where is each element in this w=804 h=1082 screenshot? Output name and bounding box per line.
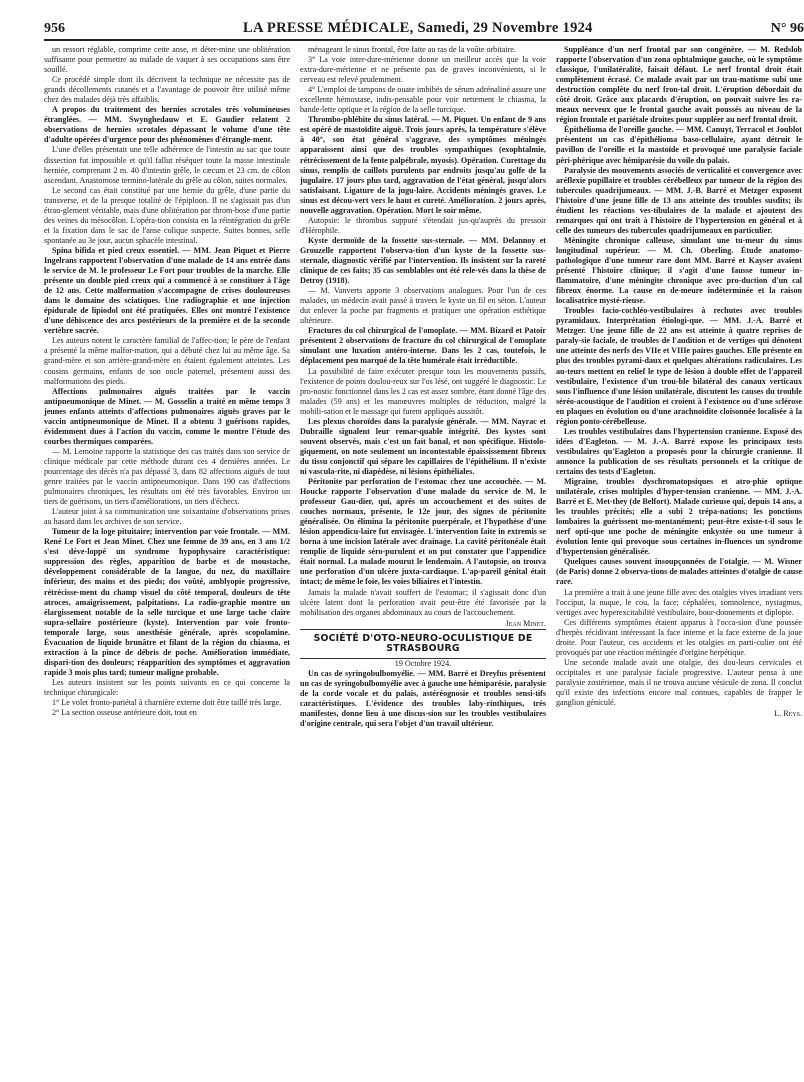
paragraph: Le second cas était constitué par une hernie du grêle, d'une partie du transverse, et de la presque totalité de l'épiploon. Il ne s'agissait pas d'un étran-glement véritable, mais d'une oblitération par throm-bose d'une partie des veines du mésocôlon. L'opéra-tion consista en la réintégration du grêle et la fixation dans le sac de l'anse colique suspecte. Suites bonnes, selle spontanée au 3e jour, aucun sphacèle intestinal. — [44, 185, 290, 245]
section-title: SOCIÉTÉ D'OTO-NEURO-OCULISTIQUE DE STRASBOURG — [300, 629, 546, 659]
article-heading-paragraph: Péritonite par perforation de l'estomac chez une accouchée. — M. Houcke rapporte l'observation d'une malade du service de M. le professeur Gau-dier, qui, après un accouchement et des suites de couches normaux, présente, le 12e jour, des signes de péritonite généralisée. On élimina la péritonite puerpérale, et l'hypothèse d'une lésion appendicu-laire fut envisagée. L'intervention faite in extremis se borna à une incision latérale avec drainage. La cavité péritonéale était remplie de liquide séro-purulent et on put constater que l'appendice était normal. La malade mourut le lendemain. A l'autopsie, on trouva une perforation d'un ulcère juxta-cardiaque. L'ap-pareil génital était intact; de même le foie, les voies biliaires et l'intestin. — [300, 477, 546, 587]
page-header — [44, 20, 804, 41]
session-date: 19 Octobre 1924. — [394, 658, 452, 668]
paragraph: — M. Vanverts apporte 3 observations analogues. Pour l'un de ces malades, un médecin avait passé à travers le kyste un fil en séton. L'auteur dut enlever la poche par fragments et pratiquer une opération esthétique ultérieure. — [300, 286, 546, 326]
article-heading-paragraph: Spina bifida et pied creux essentiel. — MM. Jean Piquet et Pierre Ingelrans rapportent l'observation d'une malade de 14 ans entrée dans le service de M. le professeur Le Fort pour troubles de la marche. Elle présente un double pied creux qui a commencé à se constituer à l'âge de 12 ans. Cette malformation s'accompagne de crises douloureuses dans le domaine des sciatiques. Une radiographie et une injection épidurale de lipiodol ont été pratiquées. Elles ont montré l'existence d'une déhiscence des arcs postérieurs de la première et de la seconde vertèbre sacrée. — [44, 245, 290, 336]
article-heading-paragraph: Migraine, troubles dyschromatopsiques et atro-phie optique unilatérale, crises multiples d'hyper-tension cranienne. — MM. J.-A. Barré et E. Met-they (de Belfort). Malade curieuse qui, depuis 14 ans, a les troubles précités; elle a subi 2 trépa-nations; les ponctions lombaires la guérissent mo-mentanément; peut-être existe-t-il sous le nerf opti-que une poche de méningite enkystée ou une tumeur à évolution lente qui provoque sous certaines in-fluences un syndrome d'hypertension généralisée. — [556, 477, 802, 557]
journal-title: LA PRESSE MÉDICALE, Samedi, 29 Novembre 1924 — [243, 20, 593, 36]
article-heading-paragraph: Méningite chronique calleuse, simulant une tu-meur du sinus longitudinal supérieur. — M. Ch. Oberling. Étude anatomo-pathologique d'une tumeur rare dont MM. Barré et Kayser avaient présenté l'histoire clinique; il s'agit d'une fausse tumeur in-flammatoire, d'une méningite chronique avec pro-duction d'un cal fibreux énorme. La cause en de-meure indéterminée et la raison localisatrice mysté-rieuse. — [556, 235, 802, 306]
article-heading-paragraph: Paralysie des mouvements associés de verticalité et convergence avec aréflexie pupillaire et troubles cérébelleux par tumeur de la région des tubercules quadrijumeaux. — MM. J.-B. Barré et Metzger exposent l'histoire d'une jeune fille de 13 ans atteinte des troubles susdits; ils étudient les réactions ves-tibulaires de la malade et ajoutent des remarques qui ont trait à l'histoire de l'hypertension en général et à celle des tumeurs des tubercules quadrijumeaux en particulier. — [556, 165, 802, 235]
article-heading-paragraph: Les troubles vestibulaires dans l'hypertension cranienne. Exposé des idées d'Eagleton. — M. J.-A. Barré expose les principaux tests vestibulaires qu'Eagleton a proposés pour la chirurgie cranienne. Il annonce la publication de ses résultats personnels et la critique de certains des tests d'Eagleton. — [556, 426, 802, 476]
paragraph: Les auteurs notent le caractère familial de l'affec-tion; le père de l'enfant a présenté la même malfor-mation, qui a débuté chez lui au même âge. Sa grand-mère et son arrière-grand-mère en étaient également atteintes. Les cousins germains, enfants de son oncle paternel, présentent aussi des malformations des pieds. — [44, 336, 290, 386]
article-heading-paragraph: Épithélioma de l'oreille gauche. — MM. Canuyt, Terracol et Joublot présentent un cas d'épithélioma baso-cellulaire, ayant détruit le pavillon de l'oreille et la mastoïde et provoqué une paralysie faciale péri-phérique avec hémiparésie du voile du palais. — [556, 125, 802, 165]
article-heading-paragraph: Affections pulmonaires aiguës traitées par le vaccin antipneumonique de Minet. — M. Gosselin a traité en même temps 3 jeunes enfants atteints d'affections pulmonaires aiguës graves par le vaccin antipneumonique de Minet. Il a obtenu 3 guérisons rapides, évidemment dues à l'action du vaccin, comme le montre l'étude des courbes thermiques comparées. — [44, 386, 290, 446]
paragraph: Ces différents symptômes étaient apparus à l'occa-sion d'une poussée d'herpès récidivant intéressant la face interne et la face externe de la joue droite. Pour l'auteur, ces accidents et les otalgies en parti-culier ont été provoqués par une réaction méningée d'origine herpétique. — [556, 617, 802, 657]
article-heading-paragraph: Tumeur de la loge pituitaire; intervention par voie frontale. — MM. René Le Fort et Jean Minet. Chez une femme de 39 ans, en 3 ans 1/2 s'est déve-loppé un syndrome hypophysaire caractéristique: suppression des règles, apparition de barbe et de moustache, développement considérable de la langue, du nez, du maxillaire inférieur, des mains et des pieds; dos voûté, amblyopie progressive, rétrécisse-ment du champ visuel du côté temporal, douleurs de tête atroces, amaigrissement, palpitations. La radio-graphie montre un élargissement notable de la selle turcique et une large tache claire supra-sellaire postérieure (kyste). Intervention par voie fronto-temporale large, sous anesthésie générale, après scopolamine. Évacuation de liquide brunâtre et filant de la région du chiasma, et extraction à la pince de débris de poche. Amélioration immédiate, dispari-tion des douleurs; réapparition des symptômes et aggravation rapide 3 mois plus tard; tumeur maligne probable. — [44, 527, 290, 677]
paragraph: Les auteurs insistent sur les points suivants en ce qui concerne la technique chirurgicale: — [44, 677, 290, 697]
paragraph: Une seconde malade avait une otalgie, des dou-leurs cervicales et occipitales et une paralysie faciale progressive. L'auteur pensa à une paralysie zostérienne, mais il ne trouva aucune vésicule de zona. Il conclut qu'il existe des infections encore mal connues, capables de frapper le ganglion géniculé. — [556, 657, 802, 708]
paragraph: La première a trait à une jeune fille avec des otalgies vives irradiant vers l'occiput, la nuque, le cou, la face; céphalées, somnolence, nystagmus, vertiges avec hyperexcitabilité vestibulaire, bour-donnements et diplopie. — [556, 587, 802, 617]
article-heading-paragraph: Un cas de syringobulbomyélie. — MM. Barré et Dreyfus présentent un cas de syringobulbomyélie avec à gauche une hémiparésie, paralysie de la corde vocale et du palais, astéréognosie et troubles sensi-tifs caractéristiques. L'évidence des troubles laby-rinthiques, très manifestes, donne lieu à une discus-sion sur les troubles vestibulaires d'origine centrale, qui sera l'objet d'un travail ultérieur. — [300, 668, 546, 729]
column-left — [44, 45, 290, 1075]
signature: Jean Minet. — [505, 618, 546, 628]
article-heading-paragraph: Thrombo-phlébite du sinus latéral. — M. Piquet. Un enfant de 9 ans est opéré de mastoïdite aiguë. Trois jours après, la température s'élève à 40°, son état général s'aggrave, des symptômes méningés apparaissent ainsi que des troubles sympathiques (exophtalmie, rétrécissement de la fente palpébrale, myosis). Opération. Curettage du sinus, remplis de caillots purulents par endroits jusqu'au golfe de la jugulaire. 17 jours plus tard, aggravation de l'état général, jusqu'alors satisfaisant. Ligature de la jugu-laire. Accidents méningés graves. Le sinus est décou-vert vers le haut et cureté. Amélioration. 2 jours après, nouvelle aggravation. Opération. Mort le soir même. — [300, 115, 546, 215]
column-middle — [300, 45, 546, 1075]
issue-number: N° 96 — [770, 21, 804, 36]
article-heading-paragraph: Quelques causes souvent insoupçonnées de l'otalgie. — M. Wisner (de Paris) donne 2 observa-tions de malades atteintes d'otalgie de cause rare. — [556, 557, 802, 587]
article-heading-paragraph: Troubles facio-cochléo-vestibulaires à rechutes avec troubles pyramidaux. Interprétation étiologi-que. — MM. J.-A. Barré et Metzger. Une jeune fille de 22 ans est atteinte à quatre reprises de paraly-sie faciale, de troubles de l'audition et de vertiges qui dénotent une atteinte des nerfs des VIIe et VIIIe paires gauches. Elle présente en plus des troubles pyrami-daux et quelques altérations radiculaires. Les au-teurs mettent en relief le type de lésion à double effet de l'appareil vestibulaire, l'existence d'un trou-ble bilatéral des canaux verticaux sous l'influence d'une lésion unilatérale, discutent les causes du trouble séréo-acoustique de l'audition et croient à l'existence ou d'une sclérose en plaques en évolution ou d'une arachnoïdite cloisonnée localisée à la région ponto-cérébelleuse. — [556, 306, 802, 426]
article-columns — [44, 45, 804, 1075]
paragraph: — M. Lemoine rapporte la statistique des cas traités dans son service de clinique médicale par cette méthode durant ces 4 dernières années. Le pourcentage des décès n'a pas dépassé 3, dans 82 affections aiguës de tout genre traitées par le vaccin antipneumonique. Dans 190 cas d'affections pulmonaires chroniques, les résultats ont été très favorables. Environ un tiers de guérisons, un tiers d'améliorations, un tiers d'échecs. — [44, 446, 290, 507]
paragraph: Jamais la malade n'avait souffert de l'estomac; il s'agissait donc d'un ulcère latent dont la perforation avait peut-être été favorisée par la mobilisation des organes abdominaux au cours de l'accouchement. — [300, 587, 546, 617]
paragraph: 4° L'emploi de tampons de ouate imbibés de sérum adrénaliné assure une excellente hémostase, indis-pensable pour voir nettement le chiasma, la bande-lette optique et la région de la selle turcique. — [300, 85, 546, 115]
paragraph: 3° La voie inter-dure-mérienne donne un meilleur accès que la voie extra-dure-mérienne et ne présente pas de graves inconvénients, si le cerveau est relevé prudemment. — [300, 55, 546, 85]
paragraph: un ressort réglable, comprime cette anse, et déter-mine une oblitération suffisante pour permettre au malade de vaquer à ses occupations sans être souillé. — [44, 45, 290, 75]
article-heading-paragraph: Les plexus choroïdes dans la paralysie générale. — MM. Nayrac et Dubraille signalent leur remar-quable intégrité. Des kystes sont souvent observés, mais c'est un fait banal, et non spécifique. Histolo-giquement, on note seulement un incontestable épaississement fibreux du tissu conjonctif qui sépare les capillaires de l'épithélium. Il n'existe ni vascula-rite, ni diapédèse, ni lésions épithéliales. — [300, 416, 546, 476]
paragraph: Autopsie: le thrombus suppuré s'étendait jus-qu'auprès du pressoir d'Hérophile. — [300, 215, 546, 235]
article-heading-paragraph: Kyste dermoïde de la fossette sus-sternale. — MM. Delannoy et Grouzelle rapportent l'observa-tion d'un kyste de la fossette sus-sternale, diagnostic vérifié par l'intervention. Ils insistent sur la rareté clinique de ces faits; 35 cas semblables ont été rele-vés dans la thèse de Detroy (1918). — [300, 235, 546, 286]
article-heading-paragraph: Suppléance d'un nerf frontal par son congénère. — M. Redslob rapporte l'observation d'un zona ophtalmique gauche, où le symptôme classique, l'unilatéralité, faisait défaut. Le nerf frontal droit était complètement écrasé. Ce malade avait par un trau-matisme subi une destruction complète du nerf fron-tal droit. L'éruption débordait du côté droit. Grâce aux placards d'éruption, on pouvait suivre les ra-meaux nerveux que le frontal gauche avait poussés au niveau de la région frontale et pariétale droites pour suppléer au nerf frontal droit. — [556, 45, 802, 125]
paragraph: ménageant le sinus frontal, être faite au ras de la voûte orbitaire. — [308, 45, 516, 54]
signature: L. Reys. — [774, 709, 802, 719]
paragraph: 2° La section osseuse antérieure doit, tout en — [52, 708, 197, 718]
article-heading-paragraph: Fractures du col chirurgical de l'omoplate. — MM. Bizard et Patoir présentent 2 observations de fracture du col chirurgical de l'omoplate simulant une luxation antéro-interne. Dans les 2 cas, toutefois, le déplacement peu marqué de la tête humérale était irréductible. — [300, 326, 546, 366]
paragraph: L'une d'elles présentait une telle adhérence de l'intestin au sac que toute dissection fut impossible et qu'il fallut réséquer toute la masse intestinale herniée, comprenant 2 m. 40 d'intestin grêle, le cæcum et 23 cm. de côlon ascendant. Anastomose termino-latérale du grêle au côlon, suites normales. — [44, 145, 290, 185]
article-heading-paragraph: A propos du traitement des hernies scrotales très volumineuses étranglées. — MM. Swynghedauw et E. Gaudier relatent 2 observations de hernies scrotales dépassant le volume d'une tête d'adulte opérées d'urgence pour des phénomènes d'étrangle-ment. — [44, 105, 290, 145]
paragraph: 1° Le volet fronto-pariétal à charnière externe doit être taillé très large. — [52, 698, 282, 708]
page-number: 956 — [44, 21, 65, 36]
paragraph: Ce procédé simple dont ils décrivent la technique ne nécessite pas de grands décollements cutanés et a l'avantage de pouvoir être utilisé même chez des malades déjà très affaiblis. — [44, 75, 290, 105]
paragraph: La possibilité de faire exécuter presque tous les mouvements passifs, l'existence de points doulou-reux sur l'os lésé, ont suggéré le diagnostic. Le pro-nostic fonctionnel dans les 2 cas est assez sombre, étant donné l'âge des malades (59 ans) et les manœuvres multiples de réduction, malgré la mobili-sation et le massage qui furent appliqués aussitôt. — [300, 366, 546, 416]
column-right — [556, 45, 802, 1075]
paragraph: L'auteur joint à sa communication une soixantaine d'observations prises au hasard dans les archives de son service. — [44, 507, 290, 527]
